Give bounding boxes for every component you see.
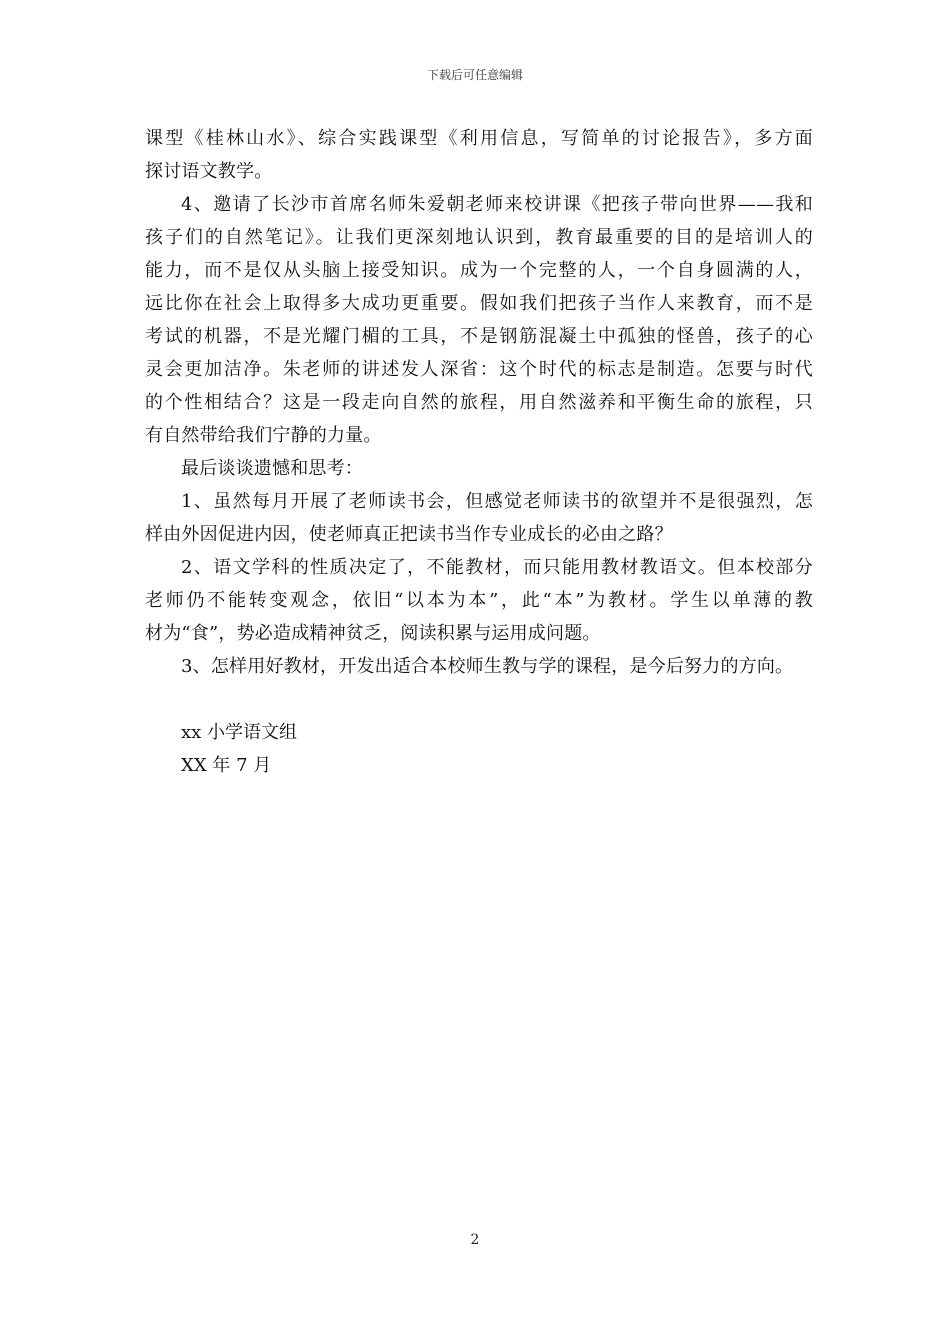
text-line: 灵会更加洁净。朱老师的讲述发人深省：这个时代的标志是制造。怎要与时代 — [145, 359, 813, 380]
text-line: 考试的机器，不是光耀门楣的工具，不是钢筋混凝土中孤独的怪兽，孩子的心 — [145, 326, 813, 347]
spacer — [145, 683, 813, 716]
paragraph-item-4 — [145, 188, 813, 452]
signature-date: XX 年 7 月 — [181, 755, 272, 776]
text-line: 4、邀请了长沙市首席名师朱爱朝老师来校讲课《把孩子带向世界——我和 — [181, 194, 813, 215]
text-line: 1、虽然每月开展了老师读书会，但感觉老师读书的欲望并不是很强烈，怎 — [181, 491, 813, 512]
signature-organization: xx 小学语文组 — [181, 722, 298, 743]
text-line: 远比你在社会上取得多大成功更重要。假如我们把孩子当作人来教育，而不是 — [145, 293, 813, 314]
paragraph-reflection-heading — [145, 452, 813, 485]
text-line: 老师仍不能转变观念，依旧“以本为本”，此“本”为教材。学生以单薄的教 — [145, 590, 813, 611]
page-number: 2 — [470, 1232, 480, 1248]
text-line: 3、怎样用好教材，开发出适合本校师生教与学的课程，是今后努力的方向。 — [181, 656, 794, 677]
text-line: 有自然带给我们宁静的力量。 — [145, 425, 382, 446]
document-body — [145, 122, 813, 782]
text-line: 能力，而不是仅从头脑上接受知识。成为一个完整的人，一个自身圆满的人， — [145, 260, 813, 281]
page-header: 下载后可任意编辑 — [426, 68, 523, 82]
text-line: 样由外因促进内因，使老师真正把读书当作专业成长的必由之路？ — [145, 524, 673, 545]
text-line: 探讨语文教学。 — [145, 161, 273, 182]
text-line: 的个性相结合？这是一段走向自然的旅程，用自然滋养和平衡生命的旅程，只 — [145, 392, 813, 413]
paragraph-reflection-3 — [145, 650, 813, 683]
text-line: 孩子们的自然笔记》。让我们更深刻地认识到，教育最重要的目的是培训人的 — [145, 227, 813, 248]
text-line: 最后谈谈遗憾和思考： — [181, 458, 363, 479]
text-line: 课型《桂林山水》、综合实践课型《利用信息，写简单的讨论报告》，多方面 — [145, 128, 813, 149]
text-line: 2、语文学科的性质决定了，不能教材，而只能用教材教语文。但本校部分 — [181, 557, 813, 578]
paragraph-reflection-1 — [145, 485, 813, 551]
text-line: 材为“食”，势必造成精神贫乏，阅读积累与运用成问题。 — [145, 623, 601, 644]
paragraph-intro-continuation — [145, 122, 813, 188]
paragraph-reflection-2 — [145, 551, 813, 650]
